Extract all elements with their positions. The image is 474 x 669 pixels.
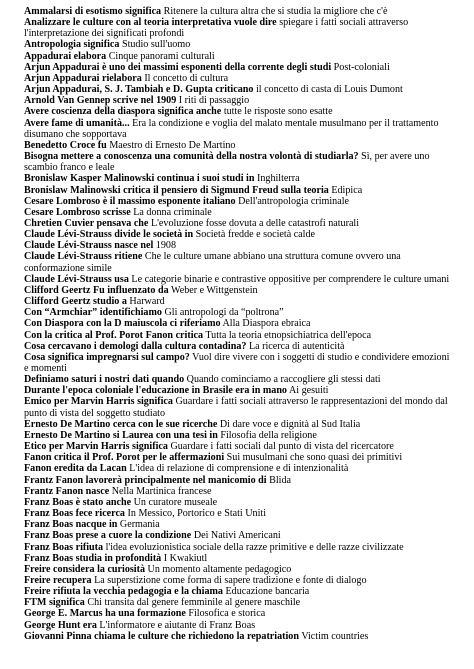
entry-answer: Cinque panorami culturali bbox=[108, 50, 215, 62]
entry-question: Franz Boas è stato anche bbox=[24, 496, 132, 508]
entry-question: Freire considera la curiosità bbox=[24, 563, 146, 575]
entry-question: Arnold Van Gennep scrive nel 1909 bbox=[24, 95, 177, 107]
entry-question: Frantz Fanon nasce bbox=[24, 485, 110, 497]
glossary-entry bbox=[24, 17, 454, 39]
entry-answer: La donna criminale bbox=[133, 206, 212, 218]
entry-question: Bisogna mettere a conoscenza una comunità della nostra volontà di studiarla? bbox=[24, 151, 359, 163]
entry-question: Durante l'epoca coloniale l'educazione in Brasile era in mano bbox=[24, 385, 287, 397]
entry-question: Cosa significa impregnarsi sul campo? bbox=[24, 351, 190, 363]
entry-answer: Post-coloniali bbox=[333, 61, 390, 73]
entry-answer: Nella Martinica francese bbox=[111, 485, 212, 497]
glossary-entry bbox=[24, 118, 454, 140]
glossary-entry bbox=[24, 285, 454, 296]
entry-answer: Dell'antropologia criminale bbox=[238, 195, 349, 207]
glossary-entry bbox=[24, 95, 454, 106]
entry-answer: L'evoluzione fosse dovuta a delle catastrofi naturali bbox=[150, 217, 360, 229]
entry-question: Avere fame di umanità... bbox=[24, 117, 130, 129]
entry-question: Definiamo saturi i nostri dati quando bbox=[24, 374, 185, 386]
entry-question: Benedetto Croce fu bbox=[24, 139, 107, 151]
glossary-list bbox=[24, 6, 454, 642]
entry-answer: Quando cominciamo a raccogliere gli stessi dati bbox=[186, 374, 381, 386]
entry-question: Analizzare le culture con al teoria interpretativa vuole dire bbox=[24, 17, 277, 29]
entry-answer: Di dare voce e dignità al Sud Italia bbox=[219, 418, 361, 430]
glossary-entry bbox=[24, 452, 454, 463]
glossary-entry bbox=[24, 352, 454, 374]
glossary-entry bbox=[24, 396, 454, 418]
entry-answer: Edipica bbox=[331, 184, 363, 196]
glossary-entry bbox=[24, 229, 454, 240]
entry-answer: Maestro di Ernesto De Martino bbox=[109, 139, 236, 151]
entry-question: Chretien Cuvier pensava che bbox=[24, 217, 149, 229]
entry-question: George E. Marcus ha una formazione bbox=[24, 608, 186, 620]
glossary-entry bbox=[24, 542, 454, 553]
entry-question: Con Diaspora con la D maiuscola ci riferiamo bbox=[24, 318, 221, 330]
entry-question: Bronislaw Malinowski critica il pensiero di Sigmund Freud sulla teoria bbox=[24, 184, 329, 196]
glossary-entry bbox=[24, 62, 454, 73]
entry-question: Con “Armchiar” identifichiamo bbox=[24, 307, 162, 319]
entry-question: Franz Boas fece ricerca bbox=[24, 508, 125, 520]
glossary-entry bbox=[24, 84, 454, 95]
entry-question: Claude Lévi-Strauss ritiene bbox=[24, 251, 143, 263]
entry-question: Emico per Marvin Harris significa bbox=[24, 396, 173, 408]
entry-answer: Educazione bancaria bbox=[225, 586, 310, 598]
entry-answer: tutte le risposte sono esatte bbox=[223, 106, 333, 118]
glossary-entry bbox=[24, 73, 454, 84]
entry-question: Etico per Marvin Harris significa bbox=[24, 441, 168, 453]
entry-question: Cesare Lombroso è il massimo esponente italiano bbox=[24, 195, 236, 207]
entry-question: Claude Lévi-Strauss nasce nel bbox=[24, 240, 154, 252]
entry-answer: Vuol dire vivere con i soggetti di studio e condividere emozioni e momenti bbox=[24, 351, 450, 374]
glossary-entry bbox=[24, 151, 454, 173]
entry-answer: Guardare i fatti sociali dal punto di vista del ricercatore bbox=[170, 441, 394, 453]
entry-question: Freire recupera bbox=[24, 574, 92, 586]
entry-answer: Un momento altamente pedagogico bbox=[147, 563, 292, 575]
entry-question: Franz Boas studia in profondità bbox=[24, 552, 162, 564]
glossary-entry bbox=[24, 6, 454, 17]
entry-question: Frantz Fanon lavorerà principalmente nel manicomio di bbox=[24, 474, 267, 486]
entry-answer: Weber e Wittgenstein bbox=[171, 284, 258, 296]
glossary-entry bbox=[24, 140, 454, 151]
entry-question: Arjun Appadurai rielabora bbox=[24, 72, 142, 84]
glossary-entry bbox=[24, 196, 454, 207]
entry-question: Franz Boas prese a cuore la condizione bbox=[24, 530, 192, 542]
entry-answer: l'idea evoluzionistica sociale della razze primitive e delle razze civilizzate bbox=[105, 541, 404, 553]
entry-question: Fanon critica il Prof. Porot per le affermazioni bbox=[24, 452, 225, 464]
entry-question: Con la critica al Prof. Porot Fanon critica bbox=[24, 329, 204, 341]
entry-answer: L'informatore e aiutante di Franz Boas bbox=[99, 619, 256, 631]
entry-question: Freire rifiuta la vecchia pedagogia e la chiama bbox=[24, 586, 223, 598]
glossary-entry bbox=[24, 274, 454, 285]
entry-answer: Blida bbox=[269, 474, 292, 486]
glossary-entry bbox=[24, 564, 454, 575]
entry-question: Franz Boas nacque in bbox=[24, 519, 118, 531]
entry-question: Ernesto De Martino cerca con le sue ricerche bbox=[24, 418, 218, 430]
entry-answer: Che le culture umane abbiano una struttura comune ovvero una conformazione simile bbox=[24, 251, 401, 274]
glossary-entry bbox=[24, 608, 454, 619]
entry-question: Bronislaw Kasper Malinowski continua i suoi studi in bbox=[24, 173, 255, 185]
glossary-entry bbox=[24, 207, 454, 218]
entry-answer: Sui musulmani che sono quasi dei primitivi bbox=[226, 452, 403, 464]
glossary-entry bbox=[24, 575, 454, 586]
glossary-entry bbox=[24, 463, 454, 474]
glossary-entry bbox=[24, 586, 454, 597]
entry-question: Claude Lévi-Strauss divide le società in bbox=[24, 229, 194, 241]
entry-answer: La superstizione come forma di sapere tradizione e fonte di dialogo bbox=[94, 574, 367, 586]
glossary-entry bbox=[24, 173, 454, 184]
entry-question: Cosa cercavano i demologi dalla cultura contadina? bbox=[24, 340, 247, 352]
entry-answer: Guardare i fatti sociali attraverso le rappresentazioni del mondo dal punto di vista del soggetto studiato bbox=[24, 396, 448, 419]
entry-answer: L'idea di relazione di comprensione e di intenzionalità bbox=[129, 463, 349, 475]
entry-answer: Germania bbox=[119, 519, 160, 531]
glossary-entry bbox=[24, 430, 454, 441]
glossary-entry bbox=[24, 486, 454, 497]
entry-answer: Dei Nativi Americani bbox=[193, 530, 281, 542]
glossary-entry bbox=[24, 519, 454, 530]
glossary-entry bbox=[24, 251, 454, 273]
glossary-entry bbox=[24, 296, 454, 307]
entry-question: Franz Boas rifiuta bbox=[24, 541, 104, 553]
entry-question: Avere coscienza della diaspora significa anche bbox=[24, 106, 222, 118]
entry-answer: Ai gesuiti bbox=[288, 385, 329, 397]
glossary-entry bbox=[24, 330, 454, 341]
entry-answer: Chi transita dal genere femminile al genere maschile bbox=[87, 597, 301, 609]
glossary-entry bbox=[24, 307, 454, 318]
entry-answer: Le categorie binarie e contrastive oppositive per comprendere le culture umani bbox=[131, 273, 450, 285]
glossary-entry bbox=[24, 419, 454, 430]
entry-question: Appadurai elabora bbox=[24, 50, 107, 62]
entry-question: Arjun Appadurai è uno dei massimi esponenti della corrente degli studi bbox=[24, 61, 332, 73]
entry-question: Claude Lévi-Strauss usa bbox=[24, 273, 129, 285]
entry-question: Giovanni Pinna chiama le culture che richiedono la repatriation bbox=[24, 630, 299, 642]
entry-answer: I riti di passaggio bbox=[178, 95, 250, 107]
entry-answer: Victim countries bbox=[301, 630, 369, 642]
entry-question: Ammalarsi di esotismo significa bbox=[24, 6, 162, 17]
entry-answer: Inghilterra bbox=[256, 173, 300, 185]
glossary-entry bbox=[24, 530, 454, 541]
entry-answer: I Kwakiutl bbox=[163, 552, 208, 564]
glossary-entry bbox=[24, 185, 454, 196]
entry-question: Clifford Geertz Fu influenzato da bbox=[24, 284, 169, 296]
entry-answer: Harward bbox=[129, 296, 165, 308]
entry-answer: Tutta la teoria etnopsichiatrica dell'epoca bbox=[205, 329, 372, 341]
glossary-entry bbox=[24, 51, 454, 62]
entry-question: Arjun Appadurai, S. J. Tambiah e D. Gupta criticano bbox=[24, 84, 254, 96]
glossary-entry bbox=[24, 508, 454, 519]
entry-question: George Hunt era bbox=[24, 619, 97, 631]
entry-answer: il concetto di casta di Louis Dumont bbox=[255, 84, 403, 96]
glossary-entry bbox=[24, 475, 454, 486]
entry-answer: La ricerca di autenticità bbox=[248, 340, 345, 352]
entry-question: Clifford Geertz studio a bbox=[24, 296, 127, 308]
entry-answer: Gli antropologi da “poltrona” bbox=[164, 307, 284, 319]
entry-answer: Il concetto di cultura bbox=[144, 72, 229, 84]
glossary-entry bbox=[24, 39, 454, 50]
glossary-entry bbox=[24, 497, 454, 508]
entry-answer: Società fredde e società calde bbox=[195, 229, 315, 241]
glossary-entry bbox=[24, 620, 454, 631]
glossary-entry bbox=[24, 631, 454, 642]
entry-question: FTM significa bbox=[24, 597, 85, 609]
entry-answer: Studio sull'uomo bbox=[121, 39, 191, 51]
glossary-entry bbox=[24, 597, 454, 608]
glossary-entry bbox=[24, 441, 454, 452]
entry-answer: Filosofia della religione bbox=[220, 429, 317, 441]
entry-question: Antropologia significa bbox=[24, 39, 120, 51]
entry-question: Cesare Lombroso scrisse bbox=[24, 206, 131, 218]
glossary-entry bbox=[24, 218, 454, 229]
entry-question: Fanon eredita da Lacan bbox=[24, 463, 127, 475]
glossary-entry bbox=[24, 318, 454, 329]
glossary-entry bbox=[24, 374, 454, 385]
entry-answer: spiegare i fatti sociali attraverso l'interpretazione dei significati profondi bbox=[24, 17, 409, 40]
entry-question: Ernesto De Martino si Laurea con una tesi in bbox=[24, 429, 218, 441]
entry-answer: Alla Diaspora ebraica bbox=[222, 318, 311, 330]
entry-answer: Era la condizione e voglia del malato mentale musulmano per il trattamento disumano che sopportava bbox=[24, 117, 439, 140]
glossary-entry bbox=[24, 385, 454, 396]
entry-answer: In Messico, Portorico e Stati Uniti bbox=[127, 508, 267, 520]
entry-answer: Sì, per avere uno scambio franco e leale bbox=[24, 151, 430, 174]
glossary-entry bbox=[24, 240, 454, 251]
glossary-entry bbox=[24, 341, 454, 352]
entry-answer: Un curatore museale bbox=[133, 496, 218, 508]
entry-answer: Ritenere la cultura altra che si studia la migliore che c'è bbox=[163, 6, 388, 17]
glossary-entry bbox=[24, 106, 454, 117]
entry-answer: Filosofica e storica bbox=[188, 608, 266, 620]
entry-answer: 1908 bbox=[155, 240, 176, 252]
glossary-entry bbox=[24, 553, 454, 564]
